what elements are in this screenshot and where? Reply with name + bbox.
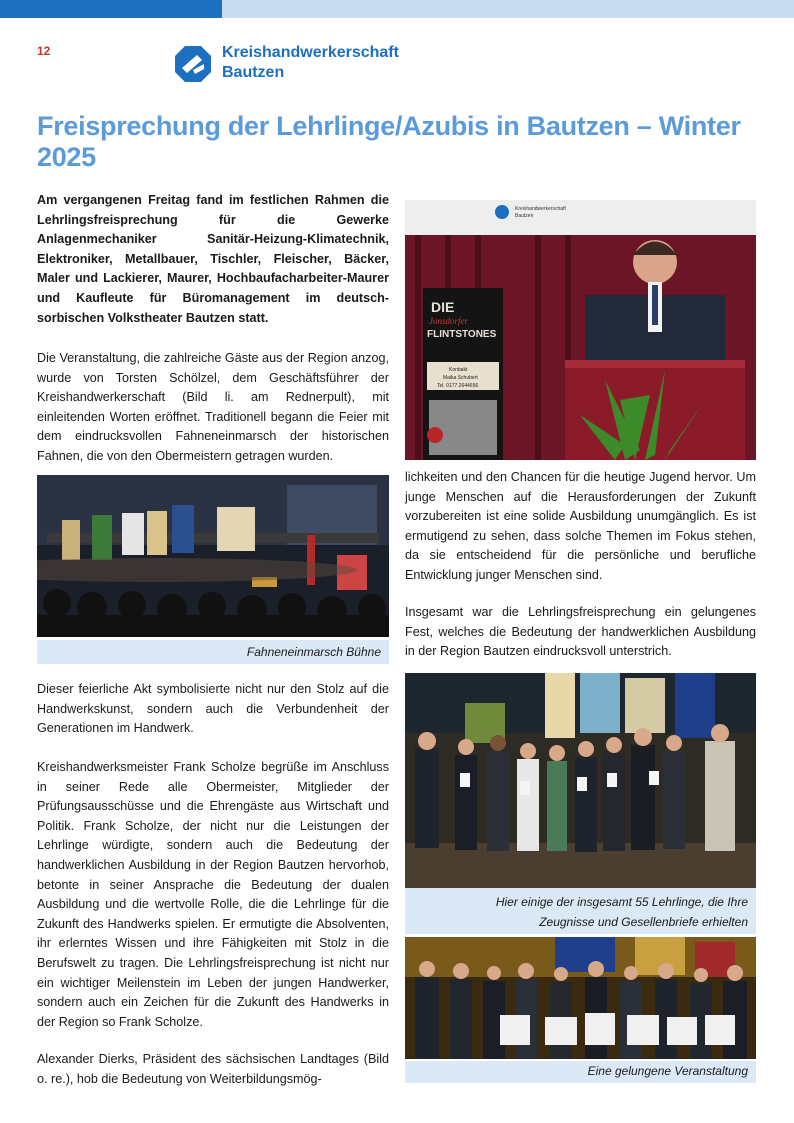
- article-paragraph: Alexander Dierks, Präsident des sächsischen Landtages (Bild o. re.), hob die Bedeutung von Weiterbildungsmög-: [37, 1052, 389, 1086]
- article-title: Freisprechung der Lehrlinge/Azubis in Bautzen – Winter 2025: [37, 111, 741, 172]
- photo-caption: [405, 888, 756, 934]
- article-lead: Am vergangenen Freitag fand im festlichen Rahmen die Lehrlingsfreisprechung für die Gewerke Anlagenmechaniker Sanitär-Heizung-Klimatechnik, Elektroniker, Metallbauer, Tischler, Fleischer, Bäcker, Maler und Lackierer, Maurer, Hochbaufacharbeiter-Maurer und Kaufleute für Büromanagement im deutsch-sorbischen Volkstheater Bautzen statt.: [37, 193, 389, 325]
- organization-name: [222, 43, 399, 83]
- article-paragraph: Dieser feierliche Akt symbolisierte nicht nur den Stolz auf die Handwerkskunst, sondern auch die Verbundenheit der Generationen im Handwerk.: [37, 682, 389, 736]
- caption-line: Zeugnisse und Gesellenbriefe erhielten: [539, 915, 748, 929]
- photo-flag-march: [37, 475, 389, 637]
- screen-logo-text: Kreishandwerkerschaft: [515, 206, 566, 212]
- article-paragraph: lichkeiten und den Chancen für die heutige Jugend hervor. Um junge Menschen auf die Herausforderungen der Zukunft vorzubereiten ist eine solide Ausbildung unumgänglich. Es ist ermutigend zu sehen, dass solche Themen im Fokus stehen, da sie entscheidend für die persönliche und berufliche Entwicklung junger Menschen sind.: [405, 470, 756, 582]
- organization-name-line1: Kreishandwerkerschaft: [222, 44, 399, 61]
- photo-caption: Fahneneinmarsch Bühne: [37, 640, 389, 664]
- kreishandwerkerschaft-logo-icon: [173, 44, 213, 84]
- organization-name-line2: Bautzen: [222, 64, 285, 81]
- screen-logo-text: Bautzen: [515, 213, 534, 219]
- header-bar-accent: [0, 0, 222, 18]
- photo-speaker-at-podium: [405, 200, 756, 460]
- caption-line: Hier einige der insgesamt 55 Lehrlinge, die Ihre: [495, 895, 748, 909]
- article-paragraph: Insgesamt war die Lehrlingsfreisprechung ein gelungenes Fest, welches die Bedeutung der handwerklichen Ausbildung in der Region Bautzen eindrucksvoll unterstrich.: [405, 605, 756, 659]
- poster-title: Jonsdorfer: [429, 316, 468, 326]
- poster-text: Tel. 0177 2644656: [437, 383, 479, 389]
- page-number: 12: [37, 44, 51, 58]
- photo-caption: Eine gelungene Veranstaltung: [405, 1061, 756, 1083]
- header-bar-light: [222, 0, 794, 18]
- photo-celebration: [405, 937, 756, 1059]
- poster-text: Konbakt: [449, 367, 468, 373]
- article-paragraph: Kreishandwerksmeister Frank Scholze begrüße im Anschluss in seiner Rede alle Obermeister, Mitglieder der Prüfungsausschüsse und die Ehrengäste aus Wirtschaft und Politik. Frank Scholze, der nicht nur die Leistungen der Lehrlinge würdigte, sondern auch die Bedeutung der handwerklichen Ausbildung in der Region Bautzen hervorhob, betonte in seiner Ansprache die Bedeutung der dualen Ausbildung und die wertvolle Rolle, die die Lehrlinge für die Zukunft des Handwerks spielen. Er ermutigte die Absolventen, ihr erlerntes Wissen und ihre Fähigkeiten mit Stolz in die Berufswelt zu tragen. Die Lehrlingsfreisprechung ist nicht nur ein wichtiger Meilenstein im Leben der jungen Handwerker, sondern auch ein Zeichen für die Zukunft des Handwerks in der Region so Frank Scholze.: [37, 760, 389, 1029]
- poster-title: DIE: [431, 299, 455, 315]
- article-paragraph: Die Veranstaltung, die zahlreiche Gäste aus der Region anzog, wurde von Torsten Schölzel, dem Geschäftsführer der Kreishandwerkerschaft (Bild li. am Rednerpult), mit einleitenden Worten eröffnet. Traditionell begann die Feier mit dem eindrucksvollen Fahneneinmarsch der historischen Fahnen, die von den Obermeistern getragen wurden.: [37, 351, 389, 463]
- poster-title: FLINTSTONES: [427, 329, 497, 340]
- photo-apprentices-group: [405, 673, 756, 888]
- poster-text: Maika Schubert: [443, 375, 478, 381]
